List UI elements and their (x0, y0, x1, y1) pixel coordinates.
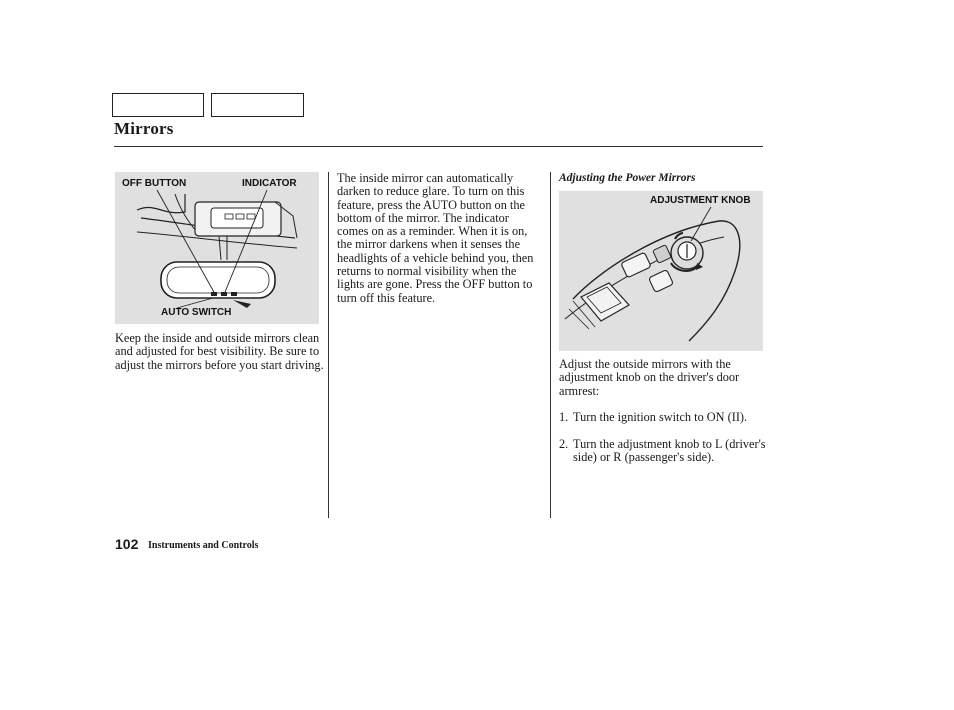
middle-column-paragraph: The inside mirror can automatically darken to reduce glare. To turn on this feature, press the AUTO button on the bottom of the mirror. The indicator comes on as a reminder. When it is on, the mirror darkens when it senses the headlights of a vehicle behind you, then returns to normal visibility when the lights are gone. Press the OFF button to turn off this feature. (337, 171, 534, 305)
step-1-text: Turn the ignition switch to ON (II). (573, 410, 748, 424)
right-column-intro: Adjust the outside mirrors with the adjustment knob on the driver's door armrest: (559, 357, 740, 398)
step-1-number: 1. (559, 410, 569, 424)
adjusting-mirrors-subheading: Adjusting the Power Mirrors (559, 172, 696, 184)
footer-section-name: Instruments and Controls (148, 540, 259, 551)
section-title: Mirrors (114, 119, 174, 138)
indicator-label: INDICATOR (242, 178, 297, 189)
auto-switch-label: AUTO SWITCH (161, 307, 232, 318)
adjustment-knob-illustration (559, 191, 763, 351)
left-column-paragraph: Keep the inside and outside mirrors clean and adjusted for best visibility. Be sure to adjust the mirrors before you start driving. (115, 331, 324, 372)
page-number: 102 (115, 536, 139, 552)
column-divider-right (550, 172, 551, 518)
column-divider-left (328, 172, 329, 518)
door-armrest-drawing (559, 191, 763, 351)
header-tab-box-1 (112, 93, 204, 117)
rearview-mirror-drawing (115, 172, 319, 324)
step-2-number: 2. (559, 437, 569, 451)
title-rule (114, 146, 763, 147)
rearview-mirror-illustration (115, 172, 319, 324)
step-2-text: Turn the adjustment knob to L (driver's side) or R (passenger's side). (573, 437, 766, 465)
step-2 (559, 438, 771, 465)
header-tab-box-2 (211, 93, 304, 117)
off-button-label: OFF BUTTON (122, 178, 187, 189)
step-1 (559, 411, 771, 424)
adjustment-knob-label: ADJUSTMENT KNOB (650, 195, 751, 206)
